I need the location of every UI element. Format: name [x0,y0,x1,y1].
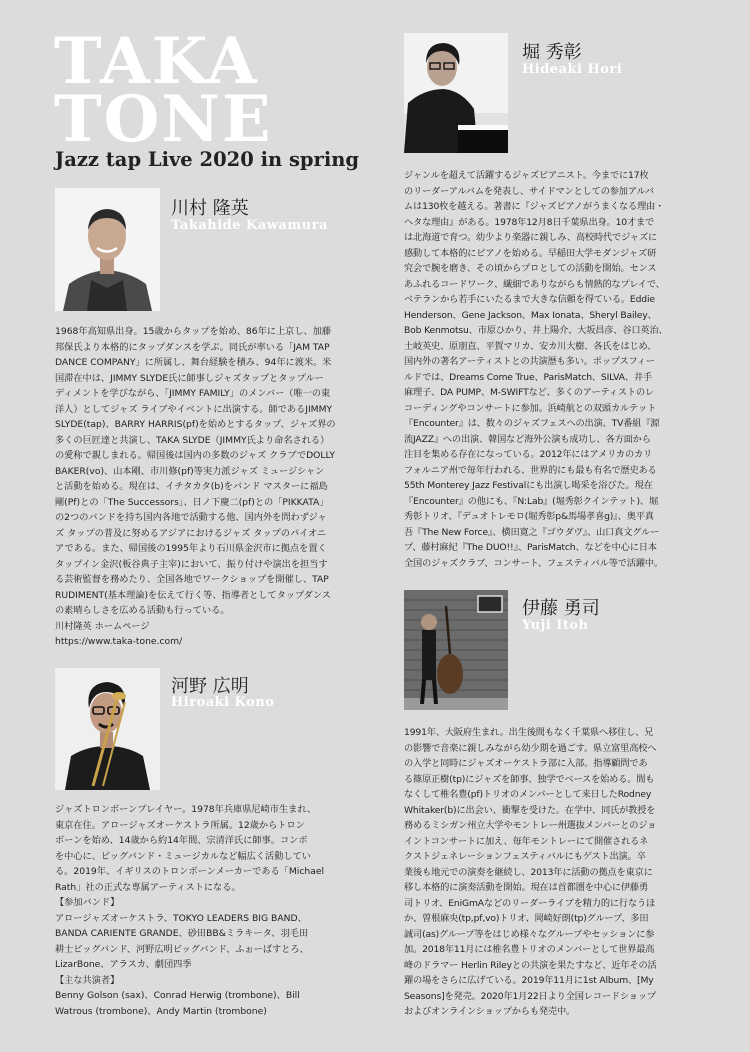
itoh-bio-line: 誠司(as)グループ等をはじめ様々なグループやセッションに参 [404,928,655,940]
hori-bio-line: のリーダーアルバムを発表し、サイドマンとしての参加アルバ [404,185,654,197]
kawamura-bio [55,324,336,650]
hori-bio [404,168,668,571]
hori-bio-line: 国内外の著名アーティストとの共演歴も多い。ポップスフィー [404,356,655,367]
kono-bio-line: BANDA CARIENTE GRANDE、砂田BB&ミラキータ、羽毛田 [55,928,309,939]
page-subtitle: Jazz tap Live 2020 in spring [55,148,360,171]
hori-bio-line: フォルニア州で毎年行われる、世界的にも最も有名で歴史ある [404,464,657,476]
hori-bio-line: 『Encounter』は、数々のジャズフェスへの出演、TV番組『源 [404,418,660,429]
itoh-bio-line: およびオンラインショップからも発売中。 [404,1006,576,1017]
kawamura-bio-line: BAKER(vo)、山本剛、市川修(pf)等実力派ジャズ ミュージシャン [55,465,325,477]
kono-bio-line: る。2019年、イギリスのトロンボーンメーカーである「Michael [55,866,325,877]
kawamura-bio-line: 川村隆英 ホームページ [55,620,150,632]
itoh-bio-line: の入学と同時にジャズオーケストラ部に入部。指導顧問であ [404,758,648,769]
hori-bio-line: 土岐英史、原朋直、平賀マリカ、安カ川大樹、各氏をはじめ、 [404,340,657,352]
kawamura-bio-line: RUDIMENT(基本理論)を伝えて行く等、指導者としてタップダンス [55,589,331,601]
kono-bio-line: ジャズトロンボーンプレイヤー。1978年兵庫県尼崎市生まれ、 [55,804,317,815]
kawamura-bio-line: アである。また、帰国後の1995年より石川県金沢市に拠点を置く [55,543,327,554]
kono-bio-line: LizarBone、アラスカ、劇団四季 [55,959,192,970]
hori-bio-line: 吾『The New Force』、横田寛之『ゴウダヴ』、山口真文グルー [404,526,660,538]
hori-bio-line: 流JAZZ』への出演、韓国など海外公演も成功し、各方面から [404,433,651,445]
kawamura-bio-line: 多くの巨匠達と共演し、TAKA SLYDE（JIMMY氏より命名される） [55,434,330,446]
kawamura-bio-line: ズ タップの普及に努めるアジアにおけるジャズ タップのパイオニ [55,527,327,539]
hori-bio-line: ジャンルを超えて活躍するジャズピアニスト。今までに17枚 [404,170,649,181]
kawamura-bio-line: の素晴らしさを広める活動も行っている。 [55,605,230,616]
hori-name-jp: 堀 秀彰 [522,42,582,63]
hori-bio-line: 麻理子、DA PUMP、M-SWIFTなど、多くのアーティストのレ [404,387,655,398]
kono-bio-line: 耕士ビッグバンド、河野広明ビッグバンド、ふぉーばすとろ、 [55,943,309,955]
itoh-bio-line: 1991年、大阪府生まれ。出生後間もなく千葉県へ移住し、兄 [404,727,654,738]
itoh-bio-line: Seasons]を発売。2020年1月22日より全国レコードショップ [404,990,656,1002]
hori-bio-line: ベテランから若手にいたるまで大きな信頼を得ている。Eddie [404,294,655,305]
itoh-bio-line: か、曽根麻央(tp,pf,vo)トリオ、岡崎好朗(tp)グループ、多田 [404,913,649,924]
hori-pianist-photo [404,33,508,153]
kono-trombone-player-photo [55,668,160,790]
hori-bio-line: ルドでは、Dreams Come True、ParisMatch、SILVA、井手 [404,371,652,383]
hori-bio-line: 秀彰トリオ、『デュオトレモロ(堀秀彰p&馬場孝喜g)』、奥平真 [404,511,654,522]
hori-bio-line: ムは130枚を越える。著書に『ジャズピアノがうまくなる理由・ [404,201,665,212]
itoh-bio-line: 加。2018年11月には椎名豊トリオのメンバーとして世界最高 [404,944,655,955]
hori-bio-line: あふれるコードワーク、繊細でありながらも情熱的なプレイで、 [404,278,665,290]
itoh-bio [404,725,657,1020]
kawamura-name-jp: 川村 隆英 [171,198,249,219]
kono-bio-line: 【参加バンド】 [55,897,120,908]
itoh-bio-line: クストジェネレーションフェスティバルにもゲスト出演。卒 [404,851,646,862]
hori-bio-line: 注目を集める存在になっている。2012年にはアメリカのカリ [404,449,653,460]
hori-bio-line: ヘタな理由』がある。1978年12月8日千葉県出身。10才まで [404,216,655,228]
kono-bio-line: ボーンを始め、14歳から約14年間、宗清洋氏に師事。コンボ [55,835,308,846]
itoh-bio-line: 移し本格的に演奏活動を開始。現在は首都圏を中心に伊藤勇 [404,882,649,893]
itoh-bio-line: 峰のドラマー Herlin Rileyとの共演を果たすなど、近年その活 [404,959,657,971]
kono-bio-line: 東京在住。アロージャズオーケストラ所属。12歳からトロン [55,819,305,831]
itoh-bio-line: イントコンサートに加え、毎年モントレーにて開催されるネ [404,835,649,847]
itoh-bio-line: る篠原正樹(tp)にジャズを師事、独学でベースを始める。間も [404,773,655,785]
kawamura-bio-line: ディメントを学びながら、「JIMMY FAMILY」のメンバー（唯一の東 [55,388,331,399]
kawamura-bio-line: タップイン金沢(板谷典子主宰)において、振り付けや演出を担当す [55,558,328,570]
hori-name-en: Hideaki Hori [522,62,623,77]
kawamura-bio-line: 国滞在中は、JIMMY SLYDE氏に師事しジャズタップとタップルー [55,372,324,384]
itoh-bio-line: 務めるミシガン州立大学やモントレー州選抜メンバーとのジョ [404,820,657,831]
itoh-name-jp: 伊藤 勇司 [522,598,600,619]
hori-bio-line: Bob Kenmotsu、市原ひかり、井上陽介、大坂昌彦、谷口英治、 [404,325,668,336]
kawamura-name-en: Takahide Kawamura [171,218,328,233]
kawamura-bio-line: と活動を始める。現在は、イチタカタ(b)をバンド マスターに福島 [55,481,328,492]
kawamura-bio-line: 剛(Pf)との「The Successors」、日ノ下慶二(pf)との「PIKKATA」 [55,496,329,508]
hori-bio-line: プ、藤村麻紀『The DUO!!』、ParisMatch、などを中心に日本 [404,542,657,553]
hori-bio-line: 究会で腕を磨き、その頃からプロとしての活動を開始。センス [404,263,657,274]
kawamura-bio-line: る芸術監督を務めたり、全国各地でワークショップを開催し、TAP [55,574,329,585]
itoh-bio-line: 司トリオ、EniGmAなどのリーダーライブを精力的に行なうほ [404,897,656,909]
kawamura-bio-line: の愛称で親しまれる。帰国後は国内の多数のジャズ クラブでDOLLY [55,450,336,461]
itoh-bio-line: 躍の場をさらに広げている。2019年11月に1st Album、[My [404,975,654,986]
kono-name-jp: 河野 広明 [171,676,249,697]
kono-bio-line: を中心に、ビッグバンド・ミュージカルなど幅広く活動してい [55,850,311,862]
hori-bio-line: 感動して本格的にピアノを始める。早稲田大学モダンジャズ研 [404,247,656,259]
kono-name-en: Hiroaki Kono [171,695,275,710]
itoh-bio-line: 業後も地元での演奏を継続し、2013年に活動の拠点を東京に [404,866,653,878]
kono-bio-line: アロージャズオーケストラ、TOKYO LEADERS BIG BAND、 [55,912,307,924]
kawamura-bio-line: 邦保氏より本格的にタップダンスを学ぶ。同氏が率いる「JAM TAP [55,341,330,353]
hori-bio-line: Henderson、Gene Jackson、Max Ionata、Sheryl Bailey、 [404,309,657,321]
hori-bio-line: 55th Monterey Jazz Festivalにも出演し喝采を浴びた。現在 [404,480,653,491]
kawamura-bio-line: DANCE COMPANY」に所属し、舞台経験を積み、94年に渡米。米 [55,357,332,368]
kawamura-bio-line: SLYDE(tap)、BARRY HARRIS(pf)を始めとするタップ、ジャズ界の [55,419,336,430]
kawamura-bio-line: の2つのバンドを持ち国内各地で活動する他、国内外を問わずジャ [55,512,327,523]
itoh-bio-line: なくして椎名豊(pf)トリオのメンバーとして来日したRodney [404,789,652,800]
kawamura-portrait-photo [55,188,160,311]
kono-bio-line: Rath」社の正式な専属アーティストになる。 [55,881,241,893]
kawamura-bio-line: https://www.taka-tone.com/ [55,636,183,647]
logo-tone: TONE [54,82,273,157]
hori-bio-line: 全国のジャズクラブ、コンサート、フェスティバル等で活躍中。 [404,557,663,569]
logo-taka: TAKA [54,24,259,99]
hori-bio-line: 『Encounter』の他にも、『N:Lab』(堀秀彰クインテット)、堀 [404,495,658,507]
kono-bio-line: Watrous (trombone)、Andy Martin (trombone) [55,1005,267,1017]
itoh-bio-line: の影響で音楽に親しみながら幼少期を過ごす。県立富里高校へ [404,742,657,754]
kawamura-bio-line: 洋人）としてジャズ ライブやイベントに出演する。師であるJIMMY [55,403,333,415]
kono-bio-line: Benny Golson (sax)、Conrad Herwig (trombone)、Bill [55,990,300,1001]
hori-bio-line: は北海道で育つ。幼少より楽器に親しみ、高校時代でジャズに [404,232,658,243]
kawamura-bio-line: 1968年高知県出身。15歳からタップを始め、86年に上京し、加藤 [55,326,332,337]
itoh-bassist-photo [404,590,508,710]
itoh-name-en: Yuji Itoh [522,618,589,633]
kono-bio [55,802,324,1019]
hori-bio-line: コーディングやコンサートに参加。浜崎航との双頭カルテット [404,402,657,414]
itoh-bio-line: Whitaker(b)に出会い、衝撃を受けた。在学中、同氏が教授を [404,804,656,816]
kono-bio-line: 【主な共演者】 [55,974,120,986]
